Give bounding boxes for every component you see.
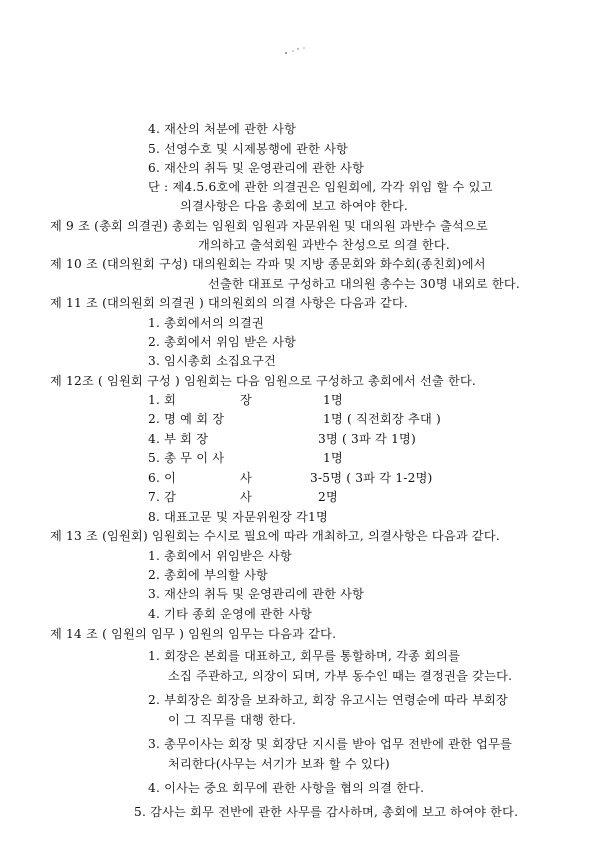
article-13-heading: 제 13 조 (임원회) 임원회는 수시로 필요에 따라 개최하고, 의결사항은 다음과 같다. [50,529,500,543]
officer-director-label: 6. 이 [148,471,177,485]
article-8-item-5: 5. 선영수호 및 시제봉행에 관한 사항 [148,142,349,156]
article-14-item-2-cont: 이 그 직무를 대행 한다. [168,713,297,727]
officer-auditor-label-end: 사 [240,490,252,504]
officer-honorary-label: 2. 명 예 회 장 [148,412,225,426]
officer-president-count: 1명 [323,393,343,407]
scan-mark [284,46,306,56]
officer-auditor-label: 7. 감 [148,490,177,504]
officer-honorary-count: 1명 ( 직전회장 추대 ) [323,412,441,426]
article-13-item-4: 4. 기타 종회 운영에 관한 사항 [148,607,313,621]
article-14-item-3-cont: 처리한다(사무는 서기가 보좌 할 수 있다) [168,757,390,771]
officer-president-label: 1. 회 [148,393,177,407]
officer-director-count: 3-5명 ( 3파 각 1-2명) [310,471,433,485]
article-8-proviso: 단 : 제4.5.6호에 관한 의결권은 임원회에, 각각 위임 할 수 있고 [148,180,493,194]
article-11-heading: 제 11 조 (대의원회 의결권 ) 대의원회의 의결 사항은 다음과 같다. [50,296,408,310]
article-13-item-1: 1. 총회에서 위임받은 사항 [148,549,292,563]
officer-general-count: 1명 [323,451,343,465]
article-9-heading: 제 9 조 (총회 의결권) 총회는 임원회 임원과 자문위원 및 대의원 과반수 출석으로 [50,219,488,233]
article-13-item-3: 3. 재산의 취득 및 운영관리에 관한 사항 [148,587,365,601]
officer-general-label: 5. 총 무 이 사 [148,451,225,465]
officer-vice-count: 3명 ( 3파 각 1명) [318,432,416,446]
article-13-item-2: 2. 총회에 부의할 사항 [148,568,269,582]
article-14-item-3: 3. 총무이사는 회장 및 회장단 지시를 받아 업무 전반에 관한 업무를 [148,737,513,751]
article-14-item-4: 4. 이사는 중요 회무에 관한 사항을 협의 의결 한다. [148,781,425,795]
article-14-heading: 제 14 조 ( 임원의 임무 ) 임원의 임무는 다음과 같다. [50,627,337,641]
article-14-item-1: 1. 회장은 본회를 대표하고, 회무를 통할하며, 각종 회의를 [148,649,461,663]
article-10-heading: 제 10 조 (대의원회 구성) 대의원회는 각파 및 지방 종문회와 화수회(종친회)에서 [50,257,486,271]
article-8-item-6: 6. 재산의 취득 및 운영관리에 관한 사항 [148,161,365,175]
article-14-item-1-cont: 소집 주관하고, 의장이 되며, 가부 동수인 때는 결정권을 갖는다. [168,669,513,683]
article-9-cont: 개의하고 출석회원 과반수 찬성으로 의결 한다. [198,238,450,252]
article-14-item-2: 2. 부회장은 회장을 보좌하고, 회장 유고시는 연령순에 따라 부회장 [148,693,508,707]
article-11-item-2: 2. 총회에서 위임 받은 사항 [148,335,297,349]
officer-vice-label: 4. 부 회 장 [148,432,209,446]
officer-auditor-count: 2명 [318,490,338,504]
officer-advisor: 8. 대표고문 및 자문위원장 각1명 [148,510,328,524]
article-11-item-1: 1. 총회에서의 의결권 [148,316,264,330]
article-8-item-4: 4. 재산의 처분에 관한 사항 [148,122,297,136]
article-10-cont: 선출한 대표로 구성하고 대의원 총수는 30명 내외로 한다. [208,277,520,291]
article-8-proviso-cont: 의결사항은 다음 총회에 보고 하여야 한다. [180,199,408,213]
officer-president-label-end: 장 [240,393,252,407]
article-14-item-5: 5. 감사는 회무 전반에 관한 사무를 감사하며, 총회에 보고 하여야 한다. [134,805,519,819]
officer-director-label-end: 사 [240,471,252,485]
article-11-item-3: 3. 임시총회 소집요구건 [148,354,276,368]
article-12-heading: 제 12조 ( 임원회 구성 ) 임원회는 다음 임원으로 구성하고 총회에서 선출 한다. [50,374,477,388]
